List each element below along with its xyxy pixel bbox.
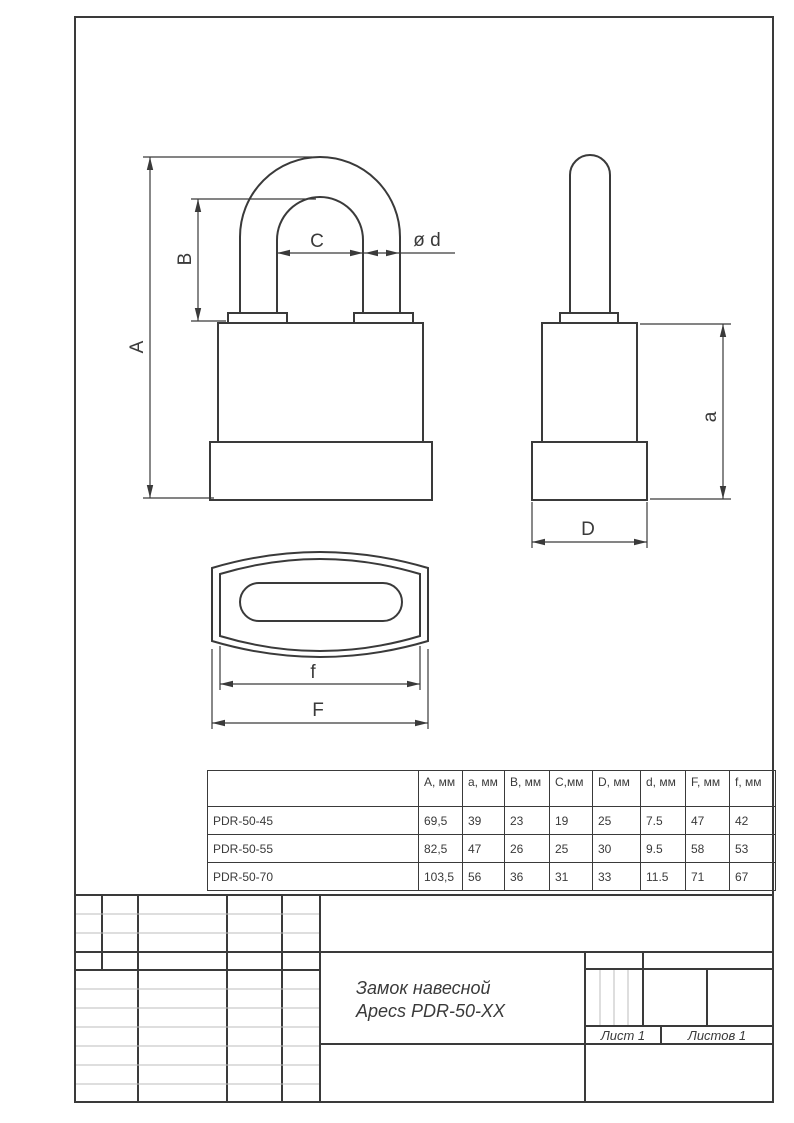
value-cell: 82,5 [419, 835, 463, 863]
dimension-C-and-d [277, 230, 455, 256]
lock-base-side [532, 442, 647, 500]
arrowhead [720, 324, 726, 337]
lock-body-side [542, 323, 637, 442]
base-inner-outline [220, 559, 420, 651]
value-cell: 31 [550, 863, 593, 891]
arrowhead [195, 308, 201, 321]
shackle-rod-outline [570, 155, 610, 313]
dimension-D [532, 502, 647, 548]
bottom-view [212, 552, 428, 657]
value-cell: 7.5 [641, 807, 686, 835]
dimension-f [220, 646, 420, 690]
value-cell: 69,5 [419, 807, 463, 835]
value-cell: 67 [730, 863, 776, 891]
value-cell: 33 [593, 863, 641, 891]
value-cell: 26 [505, 835, 550, 863]
arrowhead [212, 720, 225, 726]
table-header-cell: F, мм [686, 771, 730, 807]
dim-label-B: B [175, 252, 196, 266]
front-view [210, 157, 432, 500]
table-header-cell: d, мм [641, 771, 686, 807]
dim-label-D: D [581, 519, 595, 540]
value-cell: 25 [593, 807, 641, 835]
arrowhead [720, 486, 726, 499]
dim-label-a: a [700, 411, 721, 423]
sheet-number-label: Лист 1 [600, 1028, 646, 1043]
model-name-cell: PDR-50-70 [208, 863, 419, 891]
table-header-cell: f, мм [730, 771, 776, 807]
dim-label-d: ø d [413, 230, 441, 251]
shackle-collar-side [560, 313, 618, 323]
arrowhead [634, 539, 647, 545]
model-name-cell: PDR-50-45 [208, 807, 419, 835]
arrowhead [532, 539, 545, 545]
table-header-cell: a, мм [463, 771, 505, 807]
dim-label-A: A [127, 340, 148, 354]
value-cell: 42 [730, 807, 776, 835]
value-cell: 19 [550, 807, 593, 835]
table-header-cell: C,мм [550, 771, 593, 807]
value-cell: 47 [463, 835, 505, 863]
value-cell: 9.5 [641, 835, 686, 863]
arrowhead [195, 199, 201, 212]
arrowhead [277, 250, 290, 256]
shackle-collar-left [228, 313, 287, 323]
dimensions-table [207, 770, 776, 891]
table-header-cell: D, мм [593, 771, 641, 807]
table-header-cell: A, мм [419, 771, 463, 807]
value-cell: 39 [463, 807, 505, 835]
value-cell: 11.5 [641, 863, 686, 891]
arrowhead [350, 250, 363, 256]
arrowhead [407, 681, 420, 687]
arrowhead [147, 485, 153, 498]
value-cell: 103,5 [419, 863, 463, 891]
table-header-row [208, 771, 776, 807]
arrowhead [386, 250, 399, 256]
shackle-inner-outline [277, 197, 363, 316]
table-header-cell: B, мм [505, 771, 550, 807]
dim-label-F: F [312, 700, 324, 721]
value-cell: 47 [686, 807, 730, 835]
arrowhead [220, 681, 233, 687]
value-cell: 53 [730, 835, 776, 863]
title-block-title [356, 977, 505, 1023]
document-title-line2: Apecs PDR-50-XX [356, 1001, 506, 1021]
value-cell: 71 [686, 863, 730, 891]
dimension-F [212, 649, 428, 729]
arrowhead [365, 250, 378, 256]
value-cell: 36 [505, 863, 550, 891]
arrowhead [147, 157, 153, 170]
shackle-collar-right [354, 313, 413, 323]
sheets-total-label: Листов 1 [687, 1028, 747, 1043]
value-cell: 23 [505, 807, 550, 835]
table-row [208, 863, 776, 891]
lock-base-front [210, 442, 432, 500]
value-cell: 56 [463, 863, 505, 891]
table-row [208, 835, 776, 863]
dimension-B [175, 199, 316, 321]
document-title-line1: Замок навесной [356, 978, 491, 998]
table-row [208, 807, 776, 835]
dim-label-f: f [310, 662, 316, 683]
side-view [532, 155, 647, 500]
arrowhead [415, 720, 428, 726]
value-cell: 58 [686, 835, 730, 863]
dim-label-C: C [310, 231, 324, 252]
value-cell: 25 [550, 835, 593, 863]
drawing-frame [75, 17, 773, 1102]
keyway-slot [240, 583, 402, 621]
table-header-cell [208, 771, 419, 807]
dimension-a [640, 324, 731, 499]
value-cell: 30 [593, 835, 641, 863]
model-name-cell: PDR-50-55 [208, 835, 419, 863]
lock-body-front [218, 323, 423, 442]
